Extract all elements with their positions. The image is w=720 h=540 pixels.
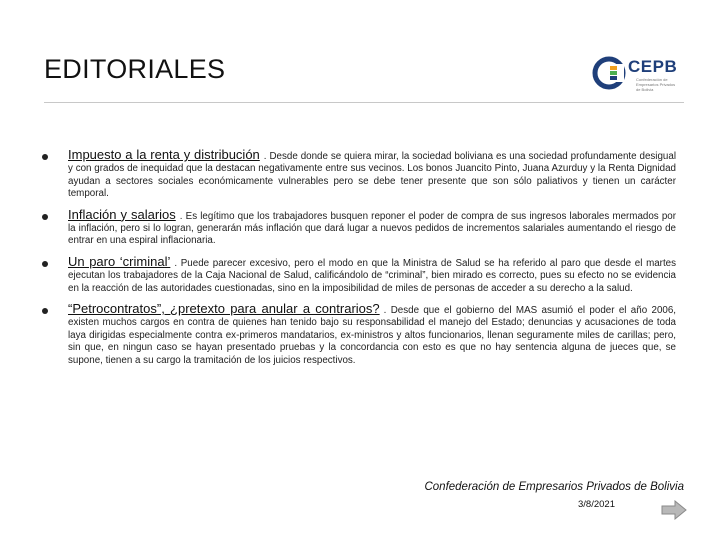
- logo-brand: CEPB: [628, 57, 678, 76]
- bullet-icon: [42, 214, 48, 220]
- editorial-body: . Puede parecer excesivo, pero el modo en que la Ministra de Salud se ha referido al paro que desde el martes ejecutan los trabajadores de la Caja Nacional de Salud, calificándolo de “criminal”, bien mirado es correcto, pues su efecto no se evidencia en la reacción de las autoridades cuestionadas, sino en la imposibilidad de miles de personas de acceder a su derecho a la salud.: [68, 257, 677, 294]
- editorial-list: [36, 147, 676, 373]
- editorial-item-1: [36, 147, 676, 201]
- bullet-icon: [42, 261, 48, 267]
- footer-date: 3/8/2021: [578, 499, 615, 510]
- editorial-heading[interactable]: Impuesto a la renta y distribución: [68, 147, 260, 162]
- editorial-heading[interactable]: Un paro ‘criminal’: [68, 253, 171, 269]
- cepb-logo: [592, 56, 682, 90]
- bullet-icon: [42, 154, 48, 160]
- page-title: EDITORIALES: [44, 54, 226, 84]
- editorial-body: . Desde que el gobierno del MAS asumió el poder el año 2006, existen muchos cargos en contra de quienes han tenido bajo su responsabilidad el manejo del Estado; denuncias y acusaciones de toda laya dirigidas especialmente contra ex-primeros mandatarios, ex-ministros y altos funcionarios, llenan seguramente miles de carillas; pero, sin que, en ningun caso se hayan presentado pruebas y la concordancia con esto es que no hay sentencia alguna de jueces que, se supone, tienen a su cargo la tramitación de los juicios respectivos.: [68, 305, 677, 366]
- editorial-body: . Desde donde se quiera mirar, la sociedad boliviana es una sociedad profundamente desigual y con grados de inequidad que la destacan negativamente entre sus vecinos. Los bonos Juancito Pinto, Juana Azurduy y la Renta Dignidad ayudan a sectores sociales económicamente vulnerables pero se debe tener presente que son sólo paliativos y tienen un carácter temporal.: [68, 151, 676, 200]
- editorial-heading[interactable]: Inflación y salarios: [68, 206, 176, 222]
- editorial-item-2: [36, 207, 676, 248]
- bullet-icon: [42, 308, 48, 314]
- editorial-heading[interactable]: “Petrocontratos”, ¿pretexto para anular a contrarios?: [68, 301, 380, 317]
- editorial-item-4: [36, 301, 676, 367]
- editorial-body: . Es legítimo que los trabajadores busquen reponer el poder de compra de sus ingresos laborales mermados por la inflación, pero si lo logran, generarán más inflación que dará lugar a nuevos pedidos de incrementos salariales aumentando el riesgo de entrar en una espiral inflacionaria.: [68, 210, 676, 247]
- editorial-item-3: [36, 254, 676, 295]
- logo-tagline: Confederación de Empresarios Privados de Bolivia: [636, 77, 676, 92]
- title-divider: [44, 102, 684, 103]
- footer-organization: Confederación de Empresarios Privados de Bolivia: [424, 481, 684, 493]
- cepb-logo-icon: [592, 56, 626, 90]
- next-arrow-icon[interactable]: [660, 500, 688, 520]
